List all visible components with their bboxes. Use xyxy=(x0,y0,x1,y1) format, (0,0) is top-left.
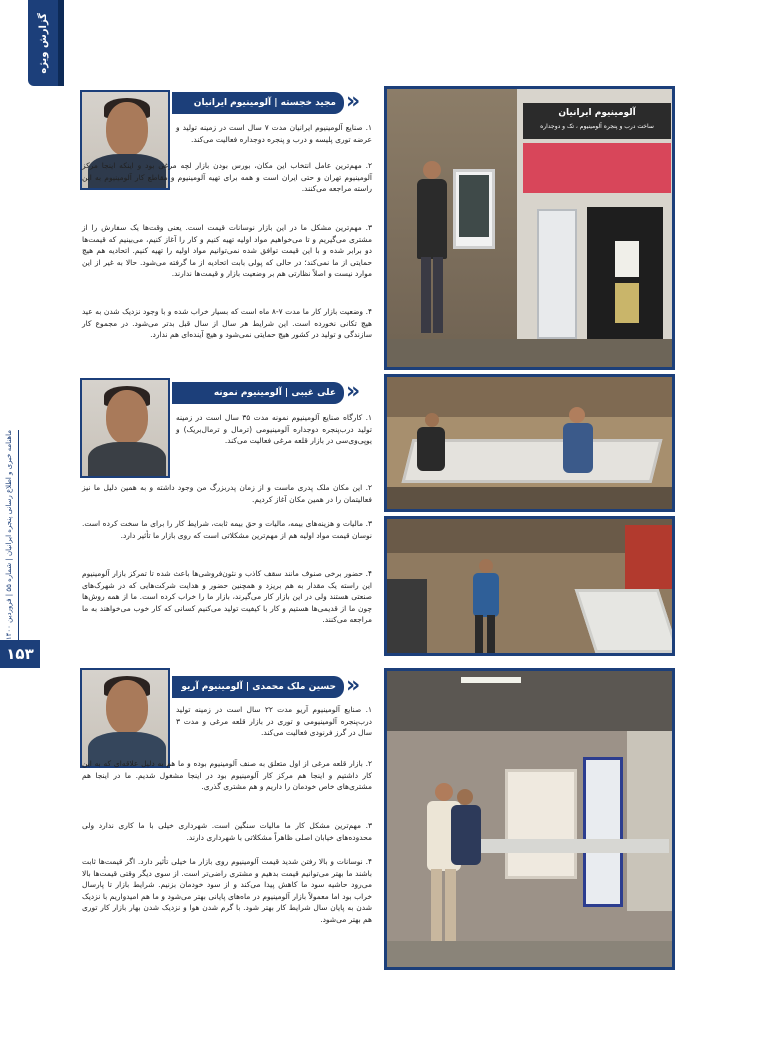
article-3-paragraph-2: ۲. بازار قلعه مرغی از اول متعلق به صنف آلومینیوم بوده و ما هم به دلیل علاقه‌ای که به این کار داشتیم و اینجا هم مرکز کار آلومینیوم بود در اینجا مشغول شدیم. ما در اینجا هم مشتری‌های خاص خودمان را داریم و هم مشتری گذری. xyxy=(82,759,372,792)
article-1-text xyxy=(78,84,378,370)
article-1 xyxy=(78,84,761,370)
section-label: گزارش ویژه xyxy=(37,12,49,74)
section-tab-accent xyxy=(58,0,64,86)
shop-sign-dark xyxy=(523,103,671,139)
chevron-icon: » xyxy=(346,379,361,404)
article-3-paragraph-4: ۴. نوسانات و بالا رفتن شدید قیمت آلومینیوم روی بازار ما خیلی تأثیر دارد. اگر قیمت‌ها ثابت باشند ما بهتر می‌توانیم قیمت بدهیم و مشتری راضی‌تر است. از سوی دیگر وقتی قیمت‌ها بالا می‌رود حاشیه سود ما کاهش پیدا می‌کند و از سود خودمان بزنیم. شرایط بازار تا پارسال خراب بود اما معمولاً بازار آلومینیوم در ماه‌های پایانی بهتر می‌شود و ما هم امیدواریم با نزدیک شدن به پایان سال شرایط کار بهتر شود. با گرم شدن هوا و نزدیک شدن بهار بازار کار توری هم بهتر می‌شود. xyxy=(82,857,372,924)
article-2-name-bar xyxy=(172,382,344,404)
article-1-paragraph-1: ۱. صنایع آلومینیوم ایرانیان مدت ۷ سال است در زمینه تولید و عرضه توری پلیسه و درب و پنجره دوجداره فعالیت می‌کند. xyxy=(176,123,373,144)
article-2-photo-top xyxy=(384,374,675,512)
article-3-text xyxy=(78,668,378,974)
shop-sign-title: آلومینیوم ایرانیان xyxy=(558,108,636,118)
article-1-paragraph-4: ۴. وضعیت بازار کار ما مدت ۷-۸ ماه است که بسیار خراب شده و با وجود نزدیک شدن به عید هیچ تکانی نخورده است. این شرایط هر سال از سال قبل بدتر می‌شود. در مجموع کار سازندگی و تولید در کشور هیچ حمایتی نمی‌شود و هیچ آینده‌ای هم ندارد. xyxy=(82,307,372,340)
article-2-paragraph-4: ۴. حضور برخی صنوف مانند سقف کاذب و نئون‌فروشی‌ها باعث شده تا تمرکز بازار آلومینیوم این راسته یک مقدار به هم بریزد و همچنین حضور و هدایت شرکت‌هایی که در شهرک‌های صنعتی هستند ولی در این بازار کار می‌گیرند، بازار ما را خراب کرده است. ما از همه روش‌ها چون ما از قدیمی‌ها هستیم و کار با کیفیت تولید می‌کنیم کسانی که کار خوب می‌خواهند به ما مراجعه می‌کنند. xyxy=(82,569,372,625)
article-3-portrait xyxy=(80,668,170,768)
article-2 xyxy=(78,374,761,662)
article-3-name-bar xyxy=(172,676,344,698)
article-3-paragraph-1: ۱. صنایع آلومینیوم آریو مدت ۲۲ سال است در زمینه تولید درب‌پنجره آلومینیومی و توری در بازار قلعه مرغی و مدت ۳ سال در گرز فرنودی فعالیت می‌کند. xyxy=(176,705,372,738)
article-2-paragraph-2: ۲. این مکان ملک پدری ماست و از زمان پدربزرگ من وجود داشته و به همین دلیل ما نیز فعالیتمان را در همین مکان آغاز کردیم. xyxy=(82,483,372,504)
article-1-name: مجید خجسته | آلومینیوم ایرانیان xyxy=(193,98,336,108)
article-1-photo xyxy=(384,86,675,370)
article-2-text xyxy=(78,374,378,662)
article-3-photo xyxy=(384,668,675,970)
article-3 xyxy=(78,668,761,974)
article-1-paragraph-3: ۳. مهم‌ترین مشکل ما در این بازار نوسانات قیمت است. یعنی وقت‌ها یک سفارش را از مشتری می‌گیریم و تا می‌خواهیم مواد اولیه تهیه کنیم و کار را آغاز کنیم، می‌بینیم که قیمت‌ها دو برابر شده و با این قیمت توافق شده نمی‌توانیم مواد اولیه را تهیه کنیم. اتحادیه هم هیچ حمایتی از ما نمی‌کند؛ در حالی که پولی بابت اتحادیه از ما گرفته می‌شود. حالا به غیر از این موارد نیست و اصلاً نظارتی هم بر وضعیت بازار و قیمت‌ها ندارند. xyxy=(82,223,372,279)
chevron-icon: » xyxy=(346,673,361,698)
page-number: ۱۵۳ xyxy=(0,640,40,668)
article-2-paragraph-3: ۳. مالیات و هزینه‌های بیمه، مالیات و حق بیمه ثابت، شرایط کار را برای ما سخت کرده است. نوسان قیمت مواد اولیه هم از مهم‌ترین مشکلاتی است که روی بازار ما تأثیر دارد. xyxy=(82,519,372,540)
section-tab xyxy=(28,0,58,86)
article-2-name: علی غیبی | آلومینیوم نمونه xyxy=(213,388,336,398)
article-2-photo-bottom xyxy=(384,516,675,656)
article-1-name-bar xyxy=(172,92,344,114)
chevron-icon: » xyxy=(346,89,361,114)
running-info xyxy=(2,430,16,640)
article-2-portrait xyxy=(80,378,170,478)
shop-sign-subtitle: ساخت درب و پنجره آلومینیوم ، تک و دوجداره xyxy=(540,123,654,130)
shop-sign-red xyxy=(523,143,671,193)
article-3-paragraph-3: ۳. مهم‌ترین مشکل کار ما مالیات سنگین است. شهرداری خیلی با ما کاری ندارد ولی محدوده‌های خیابان اصلی ظاهراً مشکلاتی با شهرداری دارند. xyxy=(82,821,372,842)
article-1-paragraph-2: ۲. مهم‌ترین عامل انتخاب این مکان، بورس بودن بازار لچه مرغی بود و اینکه اینجا مرکز آلومینیوم تهران و حتی ایران است و همه برای تهیه آلومینیوم و مقاطع کار آلومینیوم به این راسته مراجعه می‌کنند. xyxy=(82,161,372,194)
article-2-paragraph-1: ۱. کارگاه صنایع آلومینیوم نمونه مدت ۳۵ سال است در زمینه تولید درب‌پنجره دوجداره آلومینیومی (ترمال و ترمال‌بریک) و یو‌پی‌وی‌سی در بازار قلعه مرغی فعالیت می‌کند. xyxy=(176,413,372,446)
article-3-name: حسین ملک محمدی | آلومینیوم آریو xyxy=(181,682,336,692)
side-divider xyxy=(18,430,19,640)
running-info-text: ماهنامه خبری و اطلاع رسانی پنجره ایرانیان | شماره ۵۵ | فروردین ۱۴۰۰ xyxy=(5,429,13,641)
